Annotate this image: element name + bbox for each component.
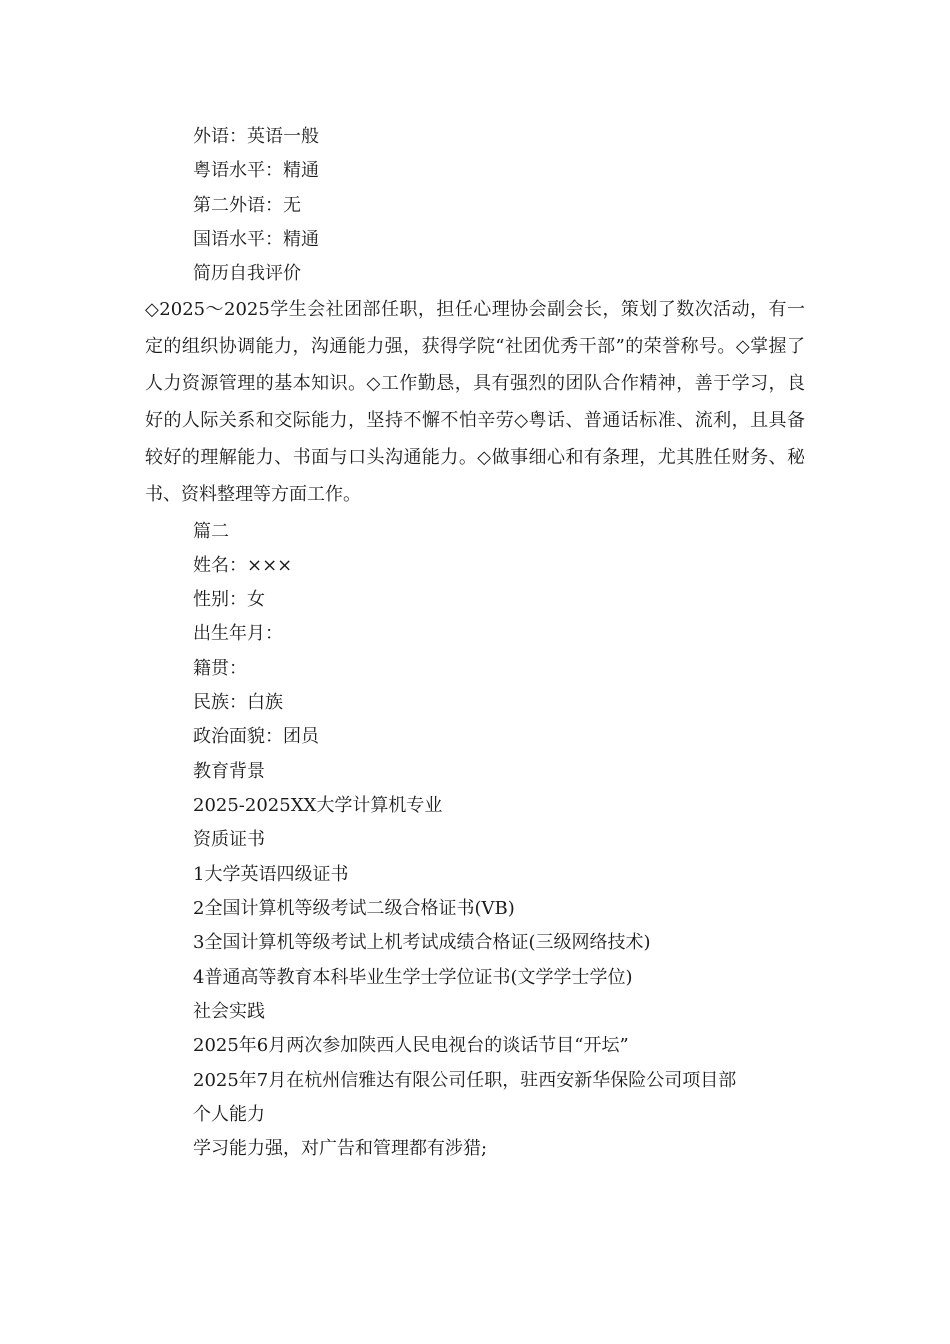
- text-line: 性别：女: [193, 589, 265, 610]
- text-line: 2025年6月两次参加陕西人民电视台的谈话节目“开坛”: [193, 1035, 629, 1056]
- list-item: 3全国计算机等级考试上机考试成绩合格证(三级网络技术): [193, 932, 651, 953]
- list-item: 1大学英语四级证书: [193, 864, 349, 885]
- text-line: 国语水平：精通: [193, 229, 319, 250]
- list-item: 4普通高等教育本科毕业生学士学位证书(文学学士学位): [193, 967, 633, 988]
- text-line: 2025年7月在杭州信雅达有限公司任职，驻西安新华保险公司项目部: [193, 1070, 737, 1091]
- text-line: 学习能力强，对广告和管理都有涉猎;: [193, 1138, 488, 1159]
- section-heading: 简历自我评价: [193, 263, 301, 284]
- section-heading: 个人能力: [193, 1104, 265, 1125]
- text-line: 政治面貌：团员: [193, 726, 319, 747]
- self-evaluation-paragraph: ◇2025～2025学生会社团部任职，担任心理协会副会长，策划了数次活动，有一定的组织协调能力，沟通能力强，获得学院“社团优秀干部”的荣誉称号。◇掌握了人力资源管理的基本知识。◇工作勤恳，具有强烈的团队合作精神，善于学习，良好的人际关系和交际能力，坚持不懈不怕辛劳◇粤话、普通话标准、流利，且具备较好的理解能力、书面与口头沟通能力。◇做事细心和有条理，尤其胜任财务、秘书、资料整理等方面工作。: [145, 299, 805, 505]
- text-line: 出生年月：: [193, 623, 283, 644]
- section-heading: 社会实践: [193, 1001, 265, 1022]
- text-line: 第二外语：无: [193, 195, 301, 216]
- text-line: 外语：英语一般: [193, 126, 319, 147]
- section-heading: 资质证书: [193, 829, 265, 850]
- section-heading: 教育背景: [193, 761, 265, 782]
- text-line: 姓名：×××: [193, 555, 293, 576]
- text-line: 籍贯：: [193, 658, 247, 679]
- text-line: 2025-2025XX大学计算机专业: [193, 795, 443, 816]
- list-item: 2全国计算机等级考试二级合格证书(VB): [193, 898, 515, 919]
- text-line: 民族：白族: [193, 692, 283, 713]
- section-heading: 篇二: [193, 521, 229, 542]
- text-line: 粤语水平：精通: [193, 160, 319, 181]
